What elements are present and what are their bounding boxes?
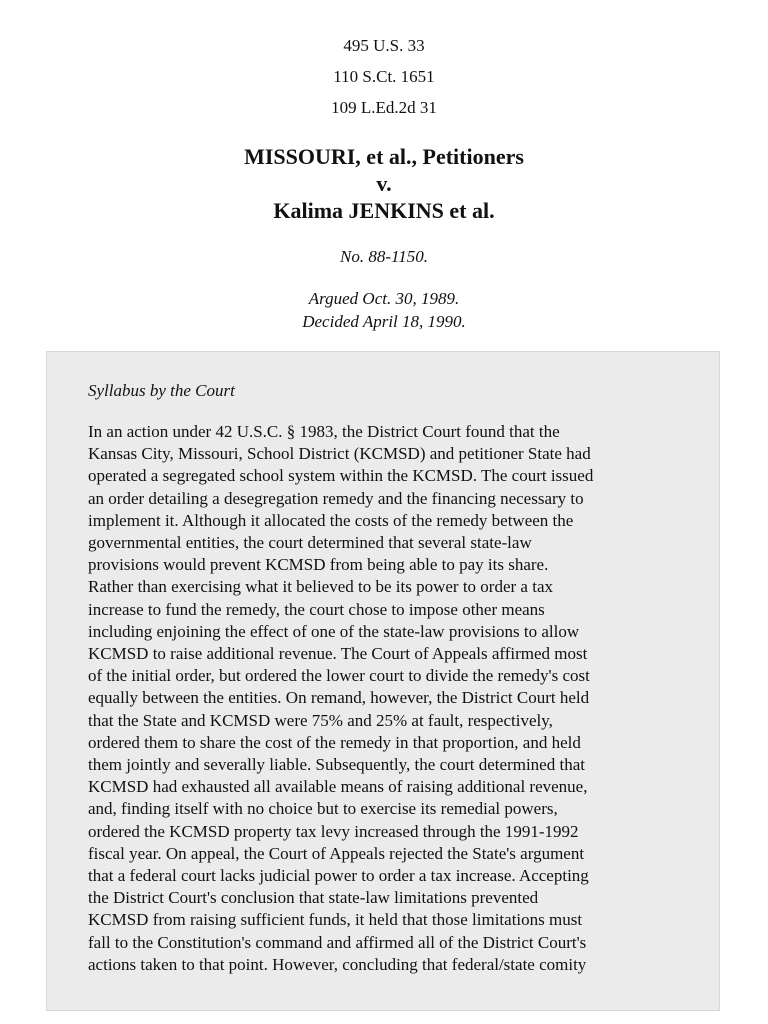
syllabus-line: and, finding itself with no choice but to exercise its remedial powers, bbox=[88, 799, 558, 819]
syllabus-line: Rather than exercising what it believed to be its power to order a tax bbox=[88, 577, 553, 597]
respondent-name: Kalima JENKINS et al. bbox=[273, 198, 495, 223]
syllabus-line: increase to fund the remedy, the court chose to impose other means bbox=[88, 599, 545, 619]
syllabus-line: ordered them to share the cost of the remedy in that proportion, and held bbox=[88, 732, 581, 752]
syllabus-line: an order detailing a desegregation remedy and the financing necessary to bbox=[88, 488, 584, 508]
syllabus-line: of the initial order, but ordered the lower court to divide the remedy's cost bbox=[88, 666, 590, 686]
syllabus-line: equally between the entities. On remand, however, the District Court held bbox=[88, 688, 590, 708]
syllabus-heading: Syllabus by the Court bbox=[88, 381, 235, 400]
citation-supreme-court-reporter: 110 S.Ct. 1651 bbox=[333, 67, 435, 86]
syllabus-line: them jointly and severally liable. Subsequently, the court determined that bbox=[88, 755, 585, 775]
syllabus-line: including enjoining the effect of one of the state-law provisions to allow bbox=[88, 621, 580, 641]
syllabus-line: KCMSD to raise additional revenue. The Court of Appeals affirmed most bbox=[88, 644, 588, 664]
citation-lawyers-edition: 109 L.Ed.2d 31 bbox=[331, 98, 437, 117]
syllabus-line: actions taken to that point. However, concluding that federal/state comity bbox=[88, 954, 587, 974]
case-dates bbox=[0, 287, 768, 333]
syllabus-line: ordered the KCMSD property tax levy increased through the 1991-1992 bbox=[88, 821, 579, 841]
syllabus-line: that the State and KCMSD were 75% and 25% at fault, respectively, bbox=[88, 710, 553, 730]
syllabus-line: implement it. Although it allocated the costs of the remedy between the bbox=[88, 510, 574, 530]
citation-us-reports: 495 U.S. 33 bbox=[343, 36, 425, 55]
syllabus-line: fall to the Constitution's command and affirmed all of the District Court's bbox=[88, 932, 587, 952]
citation-block bbox=[0, 33, 768, 126]
syllabus-line: KCMSD had exhausted all available means of raising additional revenue, bbox=[88, 777, 588, 797]
syllabus-line: operated a segregated school system within the KCMSD. The court issued bbox=[88, 466, 594, 486]
syllabus-line: the District Court's conclusion that state-law limitations prevented bbox=[88, 888, 539, 908]
case-caption bbox=[0, 143, 768, 224]
syllabus-line: that a federal court lacks judicial power to order a tax increase. Accepting bbox=[88, 866, 589, 886]
syllabus-line: Kansas City, Missouri, School District (KCMSD) and petitioner State had bbox=[88, 444, 591, 464]
syllabus-text bbox=[88, 421, 688, 976]
syllabus-line: KCMSD from raising sufficient funds, it held that those limitations must bbox=[88, 910, 583, 930]
petitioner-name: MISSOURI, et al., Petitioners bbox=[244, 144, 524, 169]
docket-number: No. 88-1150. bbox=[340, 247, 428, 266]
versus-label: v. bbox=[376, 171, 392, 196]
syllabus-line: provisions would prevent KCMSD from being able to pay its share. bbox=[88, 555, 549, 575]
syllabus-line: governmental entities, the court determined that several state-law bbox=[88, 533, 532, 553]
argued-date: Argued Oct. 30, 1989. bbox=[308, 289, 460, 308]
syllabus-panel bbox=[46, 351, 720, 1011]
syllabus-line: fiscal year. On appeal, the Court of Appeals rejected the State's argument bbox=[88, 843, 585, 863]
syllabus-line: In an action under 42 U.S.C. § 1983, the District Court found that the bbox=[88, 422, 560, 441]
decided-date: Decided April 18, 1990. bbox=[302, 312, 466, 331]
